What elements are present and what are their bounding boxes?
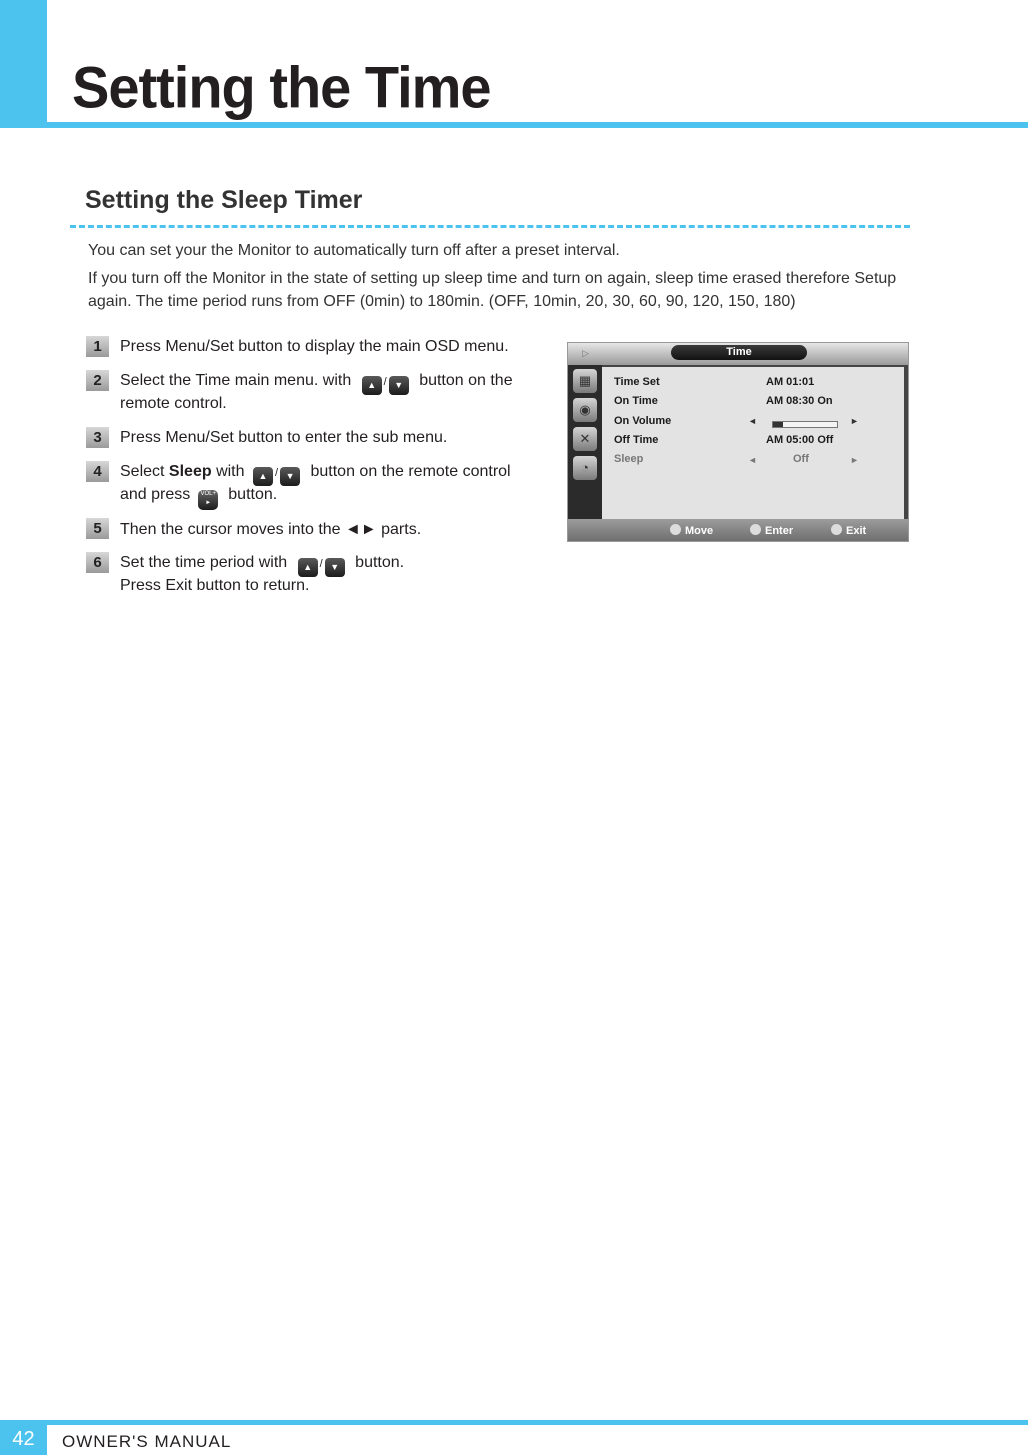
step-text-emphasis: Sleep [168,463,212,480]
up-arrow-button-icon: ▲ [253,467,273,486]
section-title: Setting the Sleep Timer [85,186,363,214]
step-text-part: with [216,463,245,480]
osd-tab-time: Time [671,345,807,360]
osd-row-value: Off [793,453,809,465]
right-arrow-icon: ► [850,416,859,426]
step-text-part: button. [228,486,278,503]
header-accent-bar [0,0,47,128]
osd-hint-move [670,524,713,537]
step-text-part: button on the remote control [310,463,511,480]
page-number: 42 [12,1428,35,1450]
osd-title-bar [568,343,908,365]
osd-row-label: On Time [614,395,658,407]
step-text-part: Select [120,463,165,480]
page-title: Setting the Time [72,53,491,121]
osd-hint-enter [750,524,793,537]
down-arrow-button-icon: ▼ [280,467,300,486]
intro-paragraph-line: If you turn off the Monitor in the state of setting up sleep time and turn on again, sleep time erased therefore Setup [88,270,897,287]
step-number: 6 [86,552,109,573]
osd-content-panel [602,367,904,519]
slash-separator: / [383,376,387,388]
osd-play-icon: ▷ [582,348,589,358]
footer-rule [0,1420,1028,1425]
osd-hint-label: Exit [846,525,867,537]
step-text-line2 [120,483,277,510]
osd-hint-label: Enter [765,525,794,537]
updown-icon [670,524,681,535]
left-arrow-icon: ◄ [748,416,757,426]
step-number: 2 [86,370,109,391]
enter-icon [750,524,761,535]
step-text-part: button. [355,554,405,571]
picture-menu-icon: ▦ [573,369,597,393]
down-arrow-button-icon: ▼ [389,376,409,395]
slash-separator: / [319,558,323,570]
osd-row-value: AM 08:30 On [766,395,833,407]
osd-menu-screenshot [567,342,909,542]
step-text-part: Select the Time main menu. with [120,372,352,389]
setup-tools-icon: ✕ [573,427,597,451]
vol-arrow: ► [205,500,212,506]
osd-hint-label: Move [685,525,714,537]
step-number: 1 [86,336,109,357]
osd-hint-bar [568,519,908,541]
up-arrow-button-icon: ▲ [362,376,382,395]
right-arrow-icon: ► [850,455,859,465]
osd-row-label: Off Time [614,434,659,446]
step-number: 3 [86,427,109,448]
vol-label: VOL+ [200,491,217,497]
osd-row-label-selected: Sleep [614,453,644,465]
left-arrow-icon: ◄ [748,455,757,465]
up-arrow-button-icon: ▲ [298,558,318,577]
volume-slider [772,421,838,428]
time-clock-icon: ◔ [573,456,597,480]
osd-row-value: AM 05:00 Off [766,434,834,446]
osd-sidebar [568,365,602,519]
osd-hint-exit [831,524,866,537]
step-text-part: and press [120,486,191,503]
osd-row-value: AM 01:01 [766,376,815,388]
section-divider [70,225,910,228]
intro-paragraph-line: You can set your the Monitor to automatically turn off after a preset interval. [88,242,620,259]
exit-icon [831,524,842,535]
intro-paragraph-line: again. The time period runs from OFF (0min) to 180min. (OFF, 10min, 20, 30, 60, 90, 120, 150, 180) [88,293,796,310]
slash-separator: / [274,467,279,479]
step-text-part: Set the time period with [120,554,288,571]
step-text-line2: remote control. [120,395,227,412]
step-text-part: button on the [419,372,513,389]
header-rule [47,122,1028,128]
sound-menu-icon: ◉ [573,398,597,422]
osd-row-label: On Volume [614,415,672,427]
vol-plus-button-icon [198,490,218,510]
volume-slider-fill [773,422,783,427]
step-number: 5 [86,518,109,539]
step-text: Press Menu/Set button to display the main OSD menu. [120,338,509,355]
step-text: Then the cursor moves into the ◄► parts. [120,521,422,538]
osd-row-label: Time Set [614,376,660,388]
footer-title: OWNER'S MANUAL [62,1432,232,1451]
step-number: 4 [86,461,109,482]
step-text-line2: Press Exit button to return. [120,577,310,594]
step-text: Press Menu/Set button to enter the sub menu. [120,429,448,446]
down-arrow-button-icon: ▼ [325,558,345,577]
